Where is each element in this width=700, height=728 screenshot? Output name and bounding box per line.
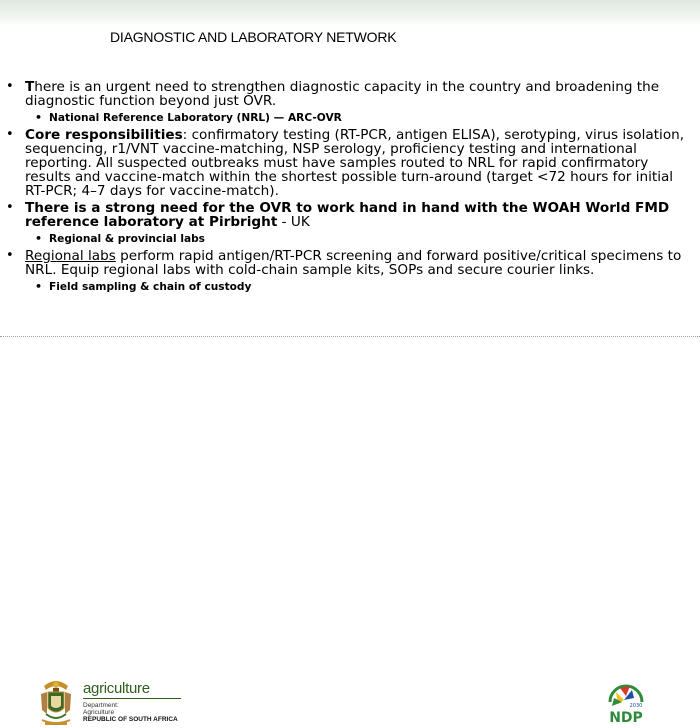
bullet-underlined-text: Regional labs bbox=[25, 248, 116, 264]
bullet-text: : confirmatory testing (RT-PCR, antigen ELISA), serotyping, virus isolation, sequencing, r1/VNT vaccine-matching, NSP serology, proficiency testing and international reporting. All suspected outbreaks must have samples routed to NRL for rapid confirmatory results and vaccine-match within the shortest possible turn-around (target <72 hours for initial RT-PCR; 4–7 days for vaccine-match). bbox=[25, 127, 685, 199]
bullet-text: here is an urgent need to strengthen diagnostic capacity in the country and broadening the diagnostic function beyond just OVR. bbox=[25, 79, 660, 109]
bullet-urgent-need bbox=[6, 80, 692, 108]
coat-of-arms-icon bbox=[36, 676, 76, 728]
slide-title: DIAGNOSTIC AND LABORATORY NETWORK bbox=[110, 29, 397, 45]
department-line-3: REPUBLIC OF SOUTH AFRICA bbox=[83, 716, 178, 723]
subbullet-dot: • bbox=[35, 280, 43, 293]
department-caption bbox=[83, 702, 178, 723]
department-line-1: Department: bbox=[83, 702, 119, 709]
subbullet-dot: • bbox=[35, 232, 43, 245]
footer bbox=[0, 337, 700, 726]
subbullet-dot: • bbox=[35, 111, 43, 124]
bullet-dot: • bbox=[6, 127, 14, 142]
subbullet-regional-labs bbox=[6, 232, 692, 246]
subbullet-nrl bbox=[6, 111, 692, 125]
bullet-content bbox=[6, 80, 692, 297]
top-banner bbox=[0, 0, 700, 26]
bullet-text: - UK bbox=[277, 214, 310, 230]
agriculture-underline bbox=[83, 698, 181, 699]
bullet-dot: • bbox=[6, 248, 14, 263]
bullet-first-letter: T bbox=[25, 79, 35, 95]
bullet-bold-text: There is a strong need for the OVR to work hand in hand with the WOAH World FMD reference laboratory at Pirbright bbox=[25, 200, 670, 230]
bullet-label: Core responsibilities bbox=[25, 127, 183, 143]
bullet-dot: • bbox=[6, 79, 14, 94]
agriculture-wordmark: agriculture bbox=[83, 680, 150, 697]
subbullet-text: Field sampling & chain of custody bbox=[49, 281, 252, 293]
bullet-pirbright bbox=[6, 201, 692, 229]
subbullet-field-sampling bbox=[6, 280, 692, 294]
bullet-regional-labs bbox=[6, 249, 692, 277]
bullet-dot: • bbox=[6, 200, 14, 215]
bullet-text: perform rapid antigen/RT-PCR screening and forward positive/critical specimens to NRL. Equip regional labs with cold-chain sample kits, SOPs and secure courier links. bbox=[25, 248, 682, 278]
ndp-year: 2030 bbox=[629, 703, 643, 709]
ndp-2030-logo-icon bbox=[606, 682, 646, 726]
bullet-core-responsibilities bbox=[6, 128, 692, 198]
subbullet-text: National Reference Laboratory (NRL) — ARC-OVR bbox=[49, 112, 342, 124]
ndp-label: NDP bbox=[609, 710, 643, 726]
subbullet-text: Regional & provincial labs bbox=[49, 233, 205, 245]
department-line-2: Agriculture bbox=[83, 709, 115, 716]
